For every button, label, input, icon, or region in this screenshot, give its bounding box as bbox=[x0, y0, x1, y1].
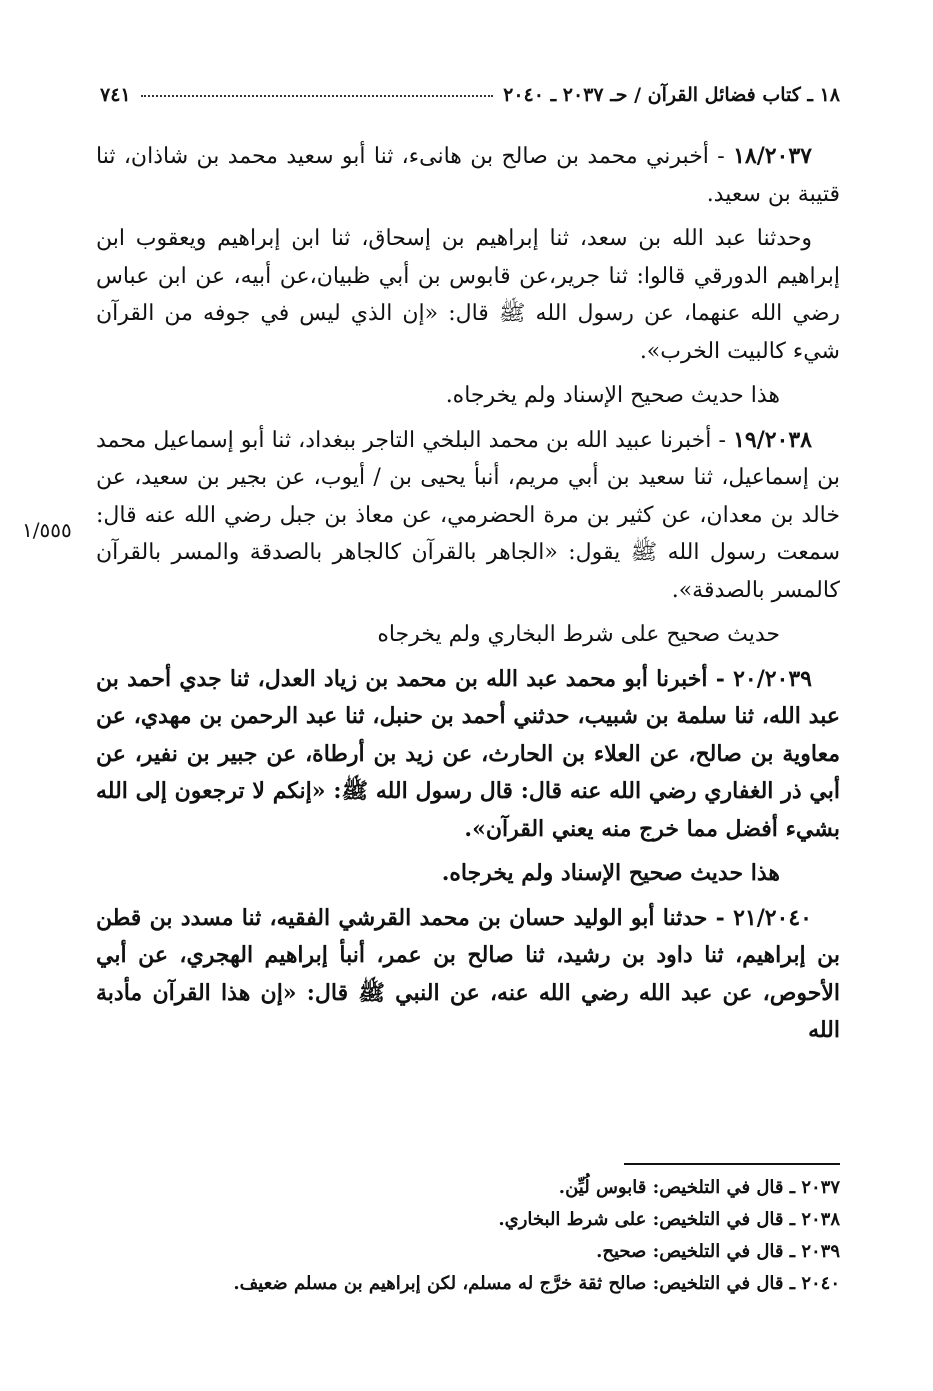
hadith-text: - أخبرني محمد بن صالح بن هانىء، ثنا أبو سعيد محمد بن شاذان، ثنا قتيبة بن سعيد. bbox=[96, 144, 840, 207]
footnotes bbox=[140, 1172, 840, 1300]
chain-continuation bbox=[96, 220, 840, 370]
header-leader-dots bbox=[141, 93, 494, 97]
page-number: ٧٤١ bbox=[100, 84, 131, 106]
verdict-line bbox=[96, 855, 840, 893]
hadith-number: ١٩/٢٠٣٨ bbox=[733, 426, 812, 453]
verdict-text: هذا حديث صحيح الإسناد ولم يخرجاه. bbox=[445, 383, 780, 408]
hadith-number: ٢٠/٢٠٣٩ bbox=[733, 665, 812, 692]
footnote-2040: ٢٠٤٠ ـ قال في التلخيص: صالح ثقة خرَّج له مسلم، لكن إبراهيم بن مسلم ضعيف. bbox=[233, 1273, 840, 1294]
hadith-text: وحدثنا عبد الله بن سعد، ثنا إبراهيم بن إسحاق، ثنا ابن إبراهيم ويعقوب ابن إبراهيم الدورقي قالوا: ثنا جرير،عن قابوس بن أبي ظبيان،عن أبيه، عن ابن عباس رضي الله عنهما، عن رسول الله ﷺ قال: «إن الذي ليس في جوفه من القرآن شيء كالبيت الخرب». bbox=[96, 226, 840, 364]
hadith-text: - حدثنا أبو الوليد حسان بن محمد القرشي الفقيه، ثنا مسدد بن قطن بن إبراهيم، ثنا داود بن رشيد، ثنا صالح بن عمر، أنبأ إبراهيم الهجري، عن أبي الأحوص، عن عبد الله رضي الله عنه، عن النبي ﷺ قال: «إن هذا القرآن مأدبة الله bbox=[96, 904, 840, 1043]
footnote-2039: ٢٠٣٩ ـ قال في التلخيص: صحيح. bbox=[596, 1241, 840, 1262]
verdict-line bbox=[96, 616, 840, 654]
footnote-2037: ٢٠٣٧ ـ قال في التلخيص: قابوس لُيِّن. bbox=[558, 1177, 840, 1198]
hadith-2039 bbox=[96, 661, 840, 849]
footnote-separator bbox=[624, 1163, 840, 1165]
hadith-2037 bbox=[96, 138, 840, 213]
header-title: ١٨ ـ كتاب فضائل القرآن / حـ ٢٠٣٧ ـ ٢٠٤٠ bbox=[503, 84, 840, 106]
hadith-2040 bbox=[96, 900, 840, 1050]
verdict-text: حديث صحيح على شرط البخاري ولم يخرجاه bbox=[377, 622, 780, 647]
margin-reference-note: ١/٥٥٥ bbox=[22, 518, 72, 542]
main-text bbox=[96, 138, 840, 1057]
verdict-line bbox=[96, 377, 840, 415]
hadith-number: ٢١/٢٠٤٠ bbox=[733, 904, 812, 931]
verdict-text: هذا حديث صحيح الإسناد ولم يخرجاه. bbox=[441, 860, 780, 886]
hadith-2038 bbox=[96, 422, 840, 610]
hadith-number: ١٨/٢٠٣٧ bbox=[733, 143, 812, 169]
hadith-text: - أخبرنا عبيد الله بن محمد البلخي التاجر ببغداد، ثنا أبو إسماعيل محمد بن إسماعيل، ثنا سعيد بن أبي مريم، أنبأ يحيى بن / أيوب، عن بجير بن سعيد، عن خالد بن معدان، عن كثير بن مرة الحضرمي، عن معاذ بن جبل رضي الله عنه قال: سمعت رسول الله ﷺ يقول: «الجاهر بالقرآن كالجاهر بالصدقة والمسر بالقرآن كالمسر بالصدقة». bbox=[96, 427, 840, 603]
running-header bbox=[100, 80, 840, 110]
footnote-2038: ٢٠٣٨ ـ قال في التلخيص: على شرط البخاري. bbox=[498, 1209, 840, 1230]
hadith-text: - أخبرنا أبو محمد عبد الله بن محمد بن زياد العدل، ثنا جدي أحمد بن عبد الله، ثنا سلمة بن شبيب، حدثني أحمد بن حنبل، ثنا عبد الرحمن بن مهدي، عن معاوية بن صالح، عن العلاء بن الحارث، عن زيد بن أرطاة، عن جبير بن نفير، عن أبي ذر الغفاري رضي الله عنه قال: قال رسول الله ﷺ: «إنكم لا ترجعون إلى الله بشيء أفضل مما خرج منه يعني القرآن». bbox=[96, 665, 840, 842]
